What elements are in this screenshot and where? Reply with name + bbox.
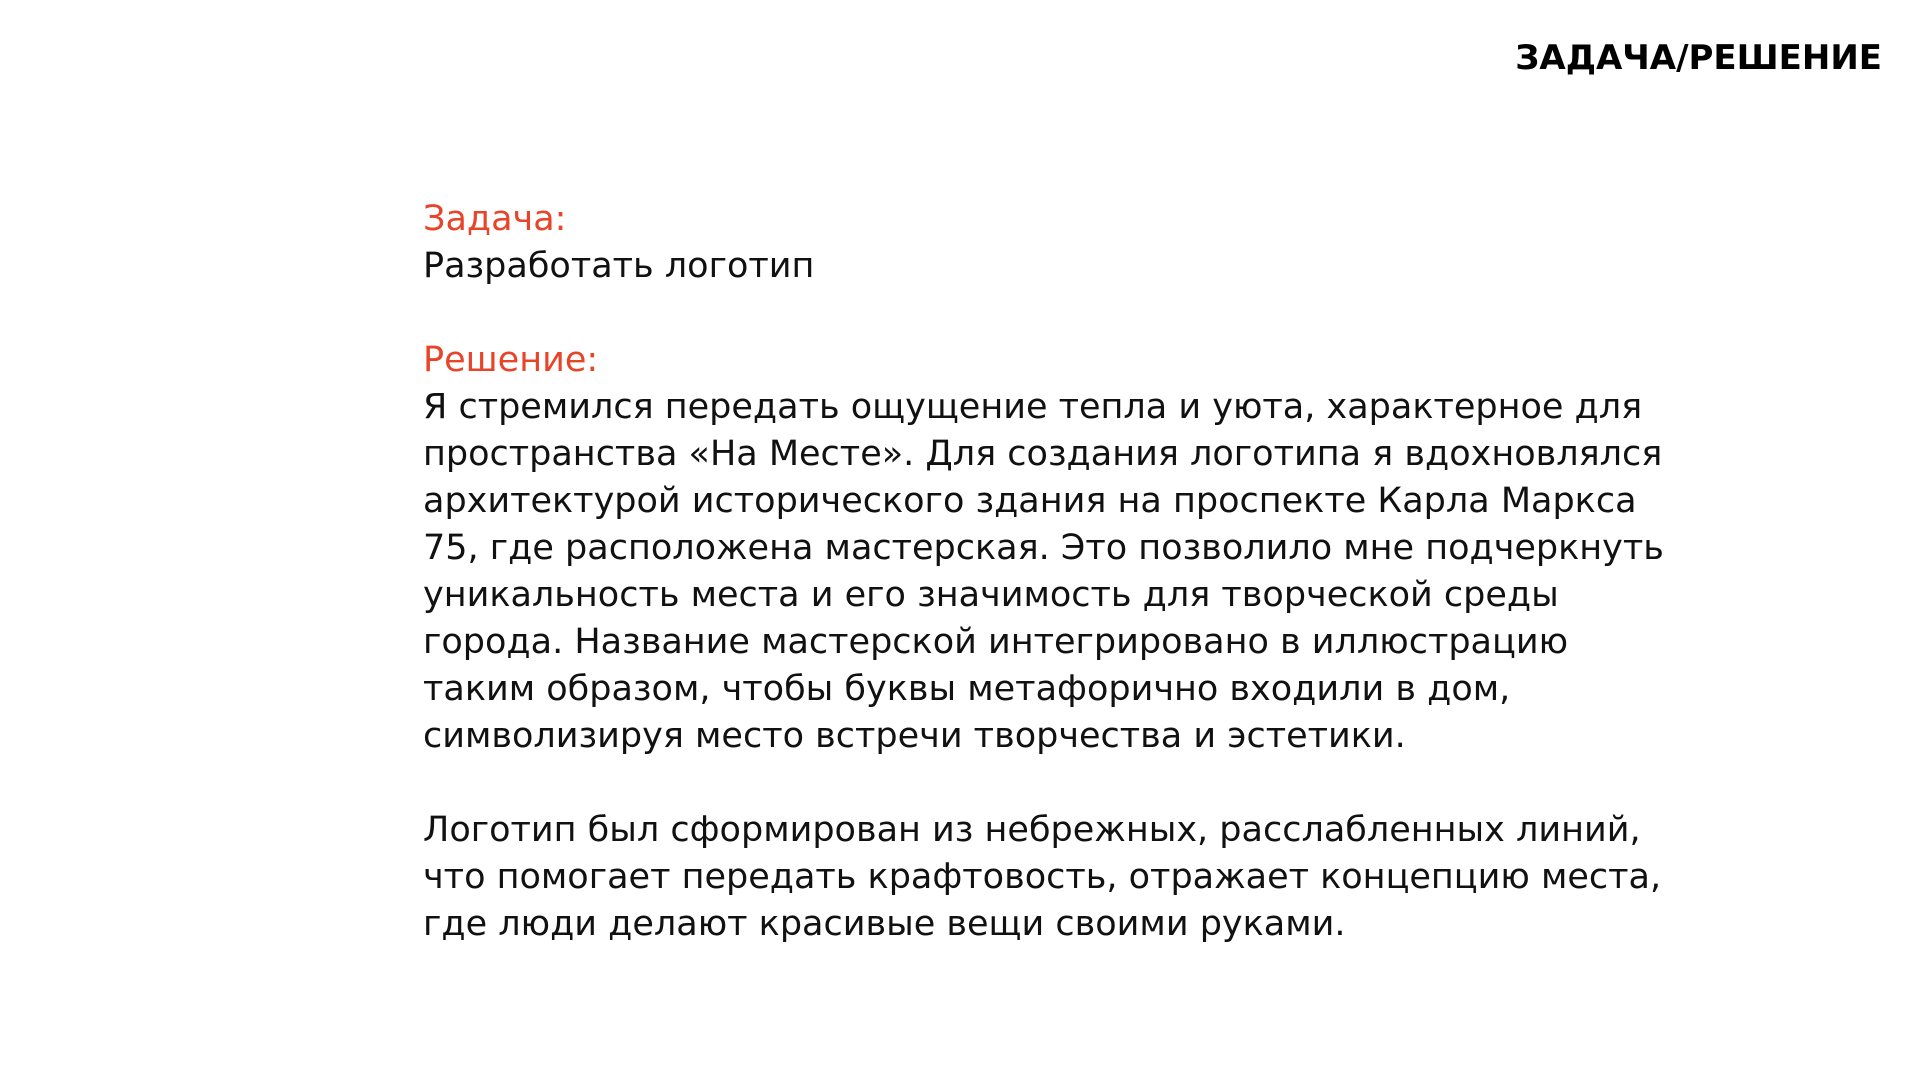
paragraph-line: что помогает передать крафтовость, отражает концепцию места, — [423, 857, 1662, 897]
paragraph-line: символизируя место встречи творчества и эстетики. — [423, 716, 1406, 756]
solution-label: Решение: — [423, 340, 599, 380]
paragraph-line: где люди делают красивые вещи своими руками. — [423, 904, 1346, 944]
paragraph-line: таким образом, чтобы буквы метафорично входили в дом, — [423, 669, 1511, 709]
solution-paragraph-1 — [423, 384, 1664, 760]
page-title: ЗАДАЧА/РЕШЕНИЕ — [1515, 38, 1882, 78]
paragraph-line: архитектурой исторического здания на проспекте Карла Маркса — [423, 481, 1637, 521]
solution-paragraph-2 — [423, 807, 1662, 948]
paragraph-line: Логотип был сформирован из небрежных, расслабленных линий, — [423, 810, 1641, 850]
paragraph-line: Я стремился передать ощущение тепла и уюта, характерное для — [423, 387, 1643, 427]
task-text: Разработать логотип — [423, 246, 815, 286]
paragraph-line: пространства «На Месте». Для создания логотипа я вдохновлялся — [423, 434, 1663, 474]
paragraph-line: 75, где расположена мастерская. Это позволило мне подчеркнуть — [423, 528, 1664, 568]
paragraph-line: города. Название мастерской интегрировано в иллюстрацию — [423, 622, 1569, 662]
content-block — [423, 196, 1664, 948]
spacer — [423, 760, 1603, 807]
paragraph-line: уникальность места и его значимость для творческой среды — [423, 575, 1559, 615]
spacer — [423, 290, 1603, 337]
task-label: Задача: — [423, 199, 567, 239]
